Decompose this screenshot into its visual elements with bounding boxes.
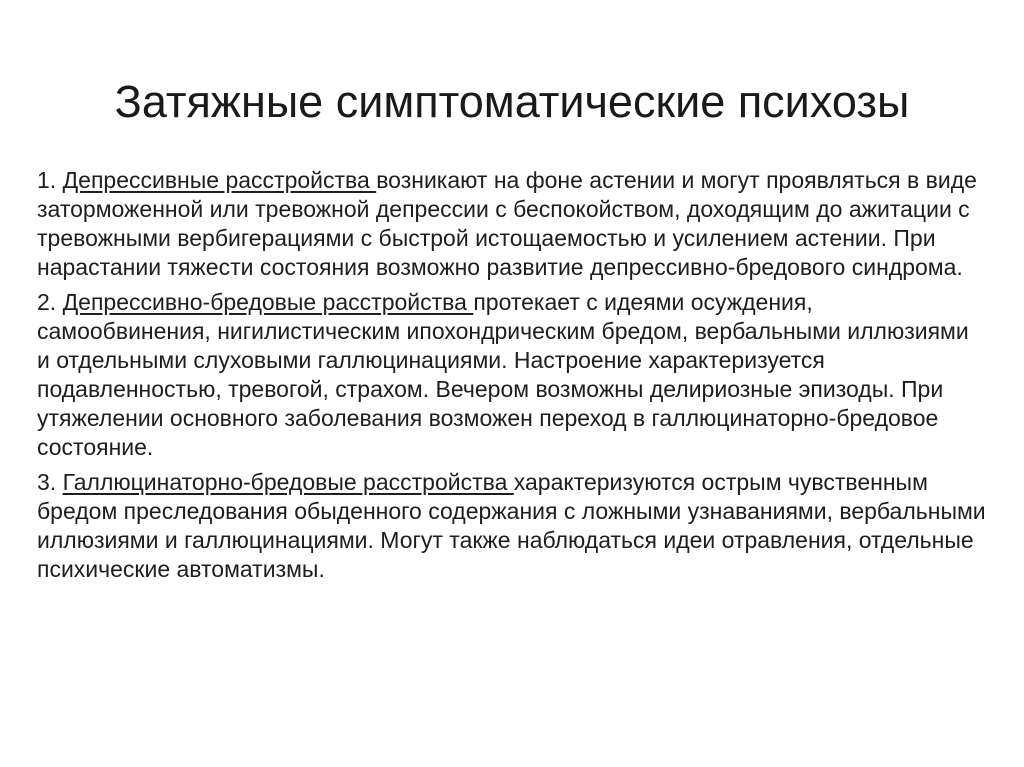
list-item-hallucinatory-delusional	[37, 468, 987, 584]
item-number: 3.	[37, 469, 57, 495]
item-term: Галлюцинаторно-бредовые расстройства	[62, 469, 514, 495]
slide-body	[37, 166, 987, 590]
list-item-depressive-delusional	[37, 288, 987, 462]
item-text: характеризуются острым чувственным бредом преследования обыденного содержания с ложными узнаваниями, вербальными иллюзиями и галлюцинациями. Могут также наблюдаться идеи отравления, отдельные психические автоматизмы.	[37, 469, 986, 582]
item-term: Депрессивно-бредовые расстройства	[62, 289, 474, 315]
list-item-depressive	[37, 166, 987, 282]
item-number: 1.	[37, 167, 57, 193]
item-text: возникают на фоне астении и могут проявляться в виде заторможенной или тревожной депрессии с беспокойством, доходящим до ажитации с тревожными вербигерациями с быстрой истощаемостью и усилением астении. При нарастании тяжести состояния возможно развитие депрессивно-бредового синдрома.	[37, 167, 977, 280]
item-number: 2.	[37, 289, 57, 315]
item-text: протекает с идеями осуждения, самообвинения, нигилистическим ипохондрическим бредом, вербальными иллюзиями и отдельными слуховыми галлюцинациями. Настроение характеризуется подавленностью, тревогой, страхом. Вечером возможны делириозные эпизоды. При утяжелении основного заболевания возможен переход в галлюцинаторно-бредовое состояние.	[37, 289, 969, 460]
item-term: Депрессивные расстройства	[62, 167, 377, 193]
slide-title: Затяжные симптоматические психозы	[114, 76, 910, 127]
